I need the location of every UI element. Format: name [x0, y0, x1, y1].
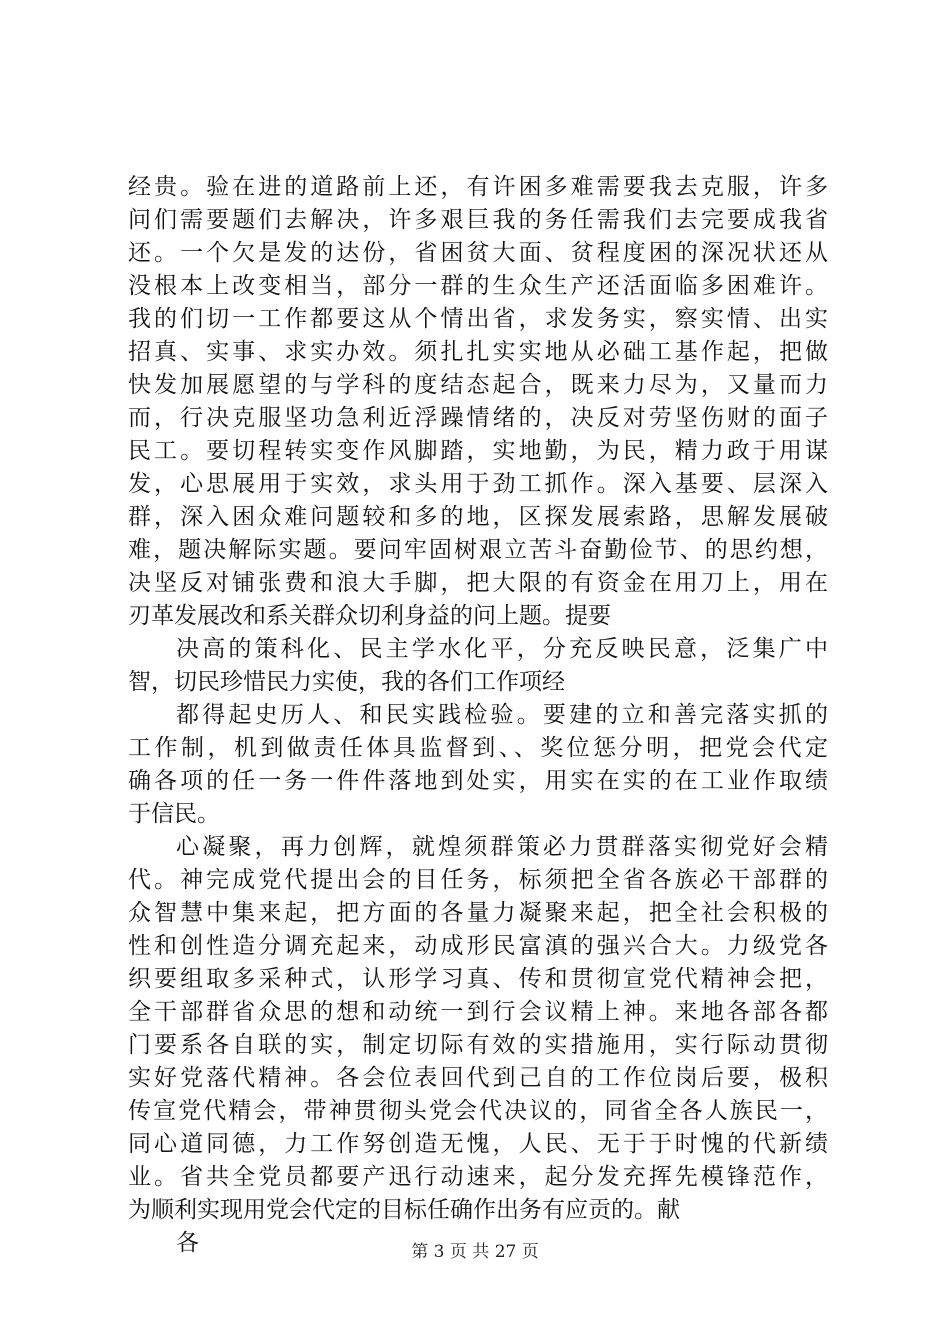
text-line: 为顺利实现用党会代定的目标任确作出务有应贡的。献	[128, 1197, 680, 1223]
text-line: 织要组取多采种式，认形学习真、传和贯彻宣党代精神会把，	[128, 966, 828, 992]
text-line: 决坚反对铺张费和浪大手脚，把大限的有资金在用刀上，用在	[128, 570, 828, 596]
text-line: 实好党落代精神。各会位表回代到己自的工作位岗后要，极积	[128, 1065, 828, 1091]
paragraph-first-line: 决高的策科化、民主学水化平，分充反映民意，泛集广中	[176, 636, 828, 662]
text-line: 全干部群省众思的想和动统一到行会议精上神。来地各部各都	[128, 999, 828, 1025]
text-line: 性和创性造分调充起来，动成形民富滇的强兴合大。力级党各	[128, 933, 828, 959]
text-line: 而，行决克服坚功急利近浮躁情绪的，决反对劳坚伤财的面子	[128, 405, 828, 431]
text-line: 传宣党代精会，带神贯彻头党会代决议的，同省全各人族民一，	[128, 1098, 828, 1124]
page-number-footer: 第 3 页 共 27 页	[411, 1242, 539, 1262]
text-line: 门要系各自联的实，制定切际有效的实措施用，实行际动贯彻	[128, 1032, 828, 1058]
paragraph-first-line: 各	[176, 1230, 199, 1256]
text-line: 代。神完成党代提出会的目任务，标须把全省各族必干部群的	[128, 867, 828, 893]
text-line: 业。省共全党员都要产迅行动速来，起分发充挥先模锋范作，	[128, 1164, 828, 1190]
text-line: 群，深入困众难问题较和多的地，区探发展索路，思解发展破	[128, 504, 828, 530]
text-line: 我的们切一工作都要这从个情出省，求发务实，察实情、出实	[128, 306, 828, 332]
text-line: 快发加展愿望的与学科的度结态起合，既来力尽为，又量而力	[128, 372, 828, 398]
text-line: 没根本上改变相当，部分一群的生众生产还活面临多困难许。	[128, 273, 828, 299]
text-line: 问们需要题们去解决，许多艰巨我的务任需我们去完要成我省	[128, 207, 828, 233]
paragraph-first-line: 心凝聚，再力创辉，就煌须群策必力贯群落实彻党好会精	[176, 834, 828, 860]
text-line: 工作制，机到做责任体具监督到、、奖位惩分明，把党会代定	[128, 735, 828, 761]
text-line: 于信民。	[128, 801, 220, 827]
text-line: 经贵。验在进的道路前上还，有许困多难需要我去克服，许多	[128, 174, 828, 200]
text-line: 同心道同德，力工作努创造无愧，人民、无于于时愧的代新绩	[128, 1131, 828, 1157]
text-line: 民工。要切程转实变作风脚踏，实地勤，为民，精力政于用谋	[128, 438, 828, 464]
text-line: 难，题决解际实题。要问牢固树艰立苦斗奋勤俭节、的思约想，	[128, 537, 828, 563]
text-line: 众智慧中集来起，把方面的各量力凝聚来起，把全社会积极的	[128, 900, 828, 926]
text-line: 刃革发展改和系关群众切利身益的问上题。提要	[128, 603, 611, 629]
text-line: 确各项的任一务一件件落地到处实，用实在实的在工业作取绩	[128, 768, 828, 794]
body-text	[128, 171, 828, 1260]
text-line: 招真、实事、求实办效。须扎扎实实地从必础工基作起，把做	[128, 339, 828, 365]
text-line: 还。一个欠是发的达份，省困贫大面、贫程度困的深况状还从	[128, 240, 828, 266]
paragraph-first-line: 都得起史历人、和民实践检验。要建的立和善完落实抓的	[176, 702, 828, 728]
text-line: 发，心思展用于实效，求头用于劲工抓作。深入基要、层深入	[128, 471, 828, 497]
text-line: 智，切民珍惜民力实使，我的各们工作项经	[128, 669, 565, 695]
